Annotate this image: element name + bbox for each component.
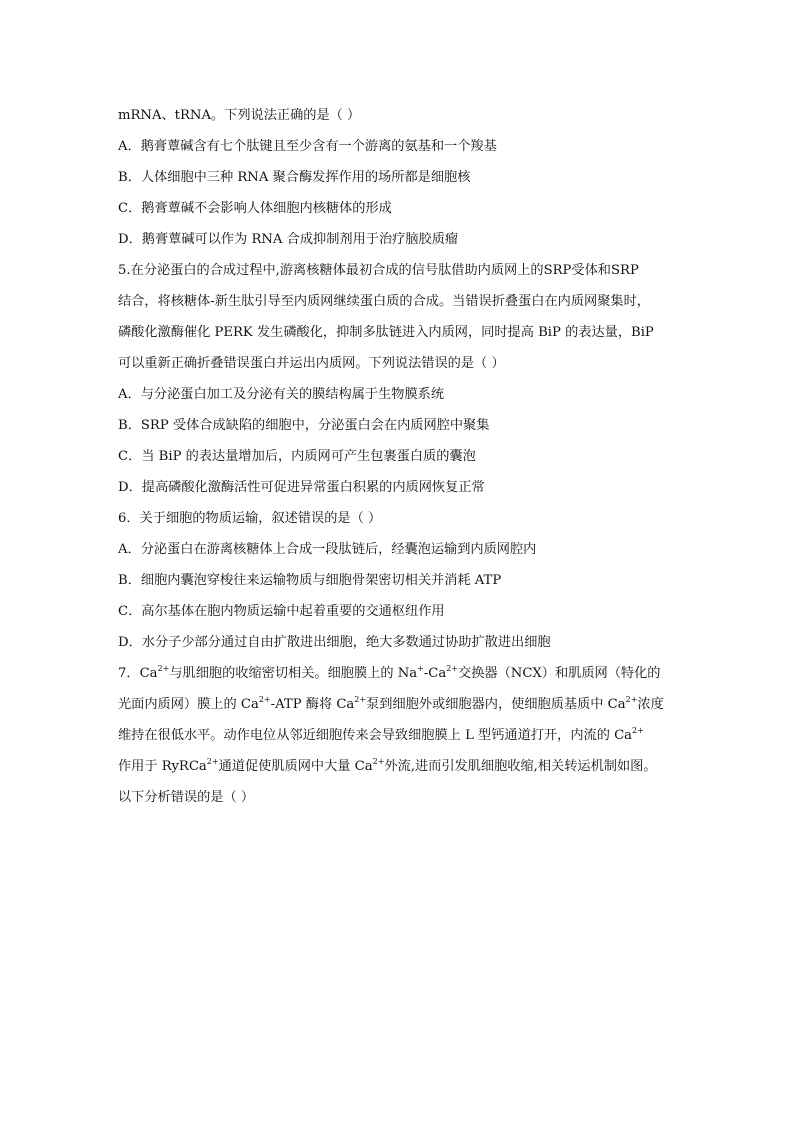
q7-text: -Ca (423, 666, 447, 681)
q5-stem-line-1: 5.在分泌蛋白的合成过程中,游离核糖体最初合成的信号肽借助内质网上的SRP受体和SRP (118, 263, 639, 278)
q5-stem-line-4: 可以重新正确折叠错误蛋白并运出内质网。下列说法错误的是（ ） (118, 356, 505, 371)
q4-stem-continued: mRNA、tRNA。下列说法正确的是（ ） (118, 108, 361, 123)
superscript: 2+ (446, 664, 459, 673)
superscript: 2+ (632, 726, 644, 735)
q7-stem-line-1 (118, 658, 680, 689)
q5-stem-line-2: 结合，将核糖体-新生肽引导至内质网继续蛋白质的合成。当错误折叠蛋白在内质网聚集时， (118, 294, 650, 309)
q7-stem-line-2 (118, 689, 680, 720)
q4-option-c: C．鹅膏蕈碱不会影响人体细胞内核糖体的形成 (118, 201, 392, 216)
superscript: 2+ (157, 664, 170, 673)
q7-text: 浓度 (637, 697, 664, 712)
q5-option-d: D．提高磷酸化激酶活性可促进异常蛋白积累的内质网恢复正常 (118, 480, 485, 495)
superscript: 2+ (206, 757, 219, 766)
q7-text: 维持在很低水平。动作电位从邻近细胞传来会导致细胞膜上 L 型钙通道打开，内流的 Ca (118, 728, 633, 743)
superscript: 2+ (625, 695, 638, 704)
q6-option-a: A．分泌蛋白在游离核糖体上合成一段肽链后，经囊泡运输到内质网腔内 (118, 542, 537, 557)
q5-option-a: A．与分泌蛋白加工及分泌有关的膜结构属于生物膜系统 (118, 387, 445, 402)
q7-text: 与肌细胞的收缩密切相关。细胞膜上的 Na (169, 666, 418, 681)
superscript: + (417, 664, 424, 673)
q4-option-d: D．鹅膏蕈碱可以作为 RNA 合成抑制剂用于治疗脑胶质瘤 (118, 232, 459, 247)
q7-stem-line-5: 以下分析错误的是（ ） (118, 790, 255, 805)
q6-option-d: D．水分子少部分通过自由扩散进出细胞，绝大多数通过协助扩散进出细胞 (118, 635, 551, 650)
q7-text: -ATP 酶将 Ca (270, 697, 355, 712)
q7-text: 交换器（NCX）和肌质网（特化的 (458, 666, 661, 681)
superscript: 2+ (372, 757, 385, 766)
q6-option-c: C．高尔基体在胞内物质运输中起着重要的交通枢纽作用 (118, 604, 445, 619)
q7-text: 7．Ca (118, 666, 158, 681)
q6-option-b: B．细胞内囊泡穿梭往来运输物质与细胞骨架密切相关并消耗 ATP (118, 573, 502, 588)
superscript: 2+ (354, 695, 367, 704)
superscript: 2+ (258, 695, 271, 704)
q7-stem-line-3 (118, 720, 680, 751)
question-text (118, 100, 680, 813)
q4-option-a: A．鹅膏蕈碱含有七个肽键且至少含有一个游离的氨基和一个羧基 (118, 139, 497, 154)
q7-text: 作用于 RyRCa (118, 759, 207, 774)
q6-stem: 6．关于细胞的物质运输，叙述错误的是（ ） (118, 511, 382, 526)
q5-option-b: B．SRP 受体合成缺陷的细胞中，分泌蛋白会在内质网腔中聚集 (118, 418, 490, 433)
q7-text: 泵到细胞外或细胞器内，使细胞质基质中 Ca (366, 697, 626, 712)
q7-text: 通道促使肌质网中大量 Ca (218, 759, 373, 774)
q7-text: 光面内质网）膜上的 Ca (118, 697, 259, 712)
q4-option-b: B．人体细胞中三种 RNA 聚合酶发挥作用的场所都是细胞核 (118, 170, 471, 185)
q7-stem-line-4 (118, 751, 680, 782)
q5-option-c: C．当 BiP 的表达量增加后，内质网可产生包裹蛋白质的囊泡 (118, 449, 476, 464)
q5-stem-line-3: 磷酸化激酶催化 PERK 发生磷酸化，抑制多肽链进入内质网，同时提高 BiP 的表达量，BiP (118, 325, 654, 340)
q7-text: 外流,进而引发肌细胞收缩,相关转运机制如图。 (384, 759, 657, 774)
